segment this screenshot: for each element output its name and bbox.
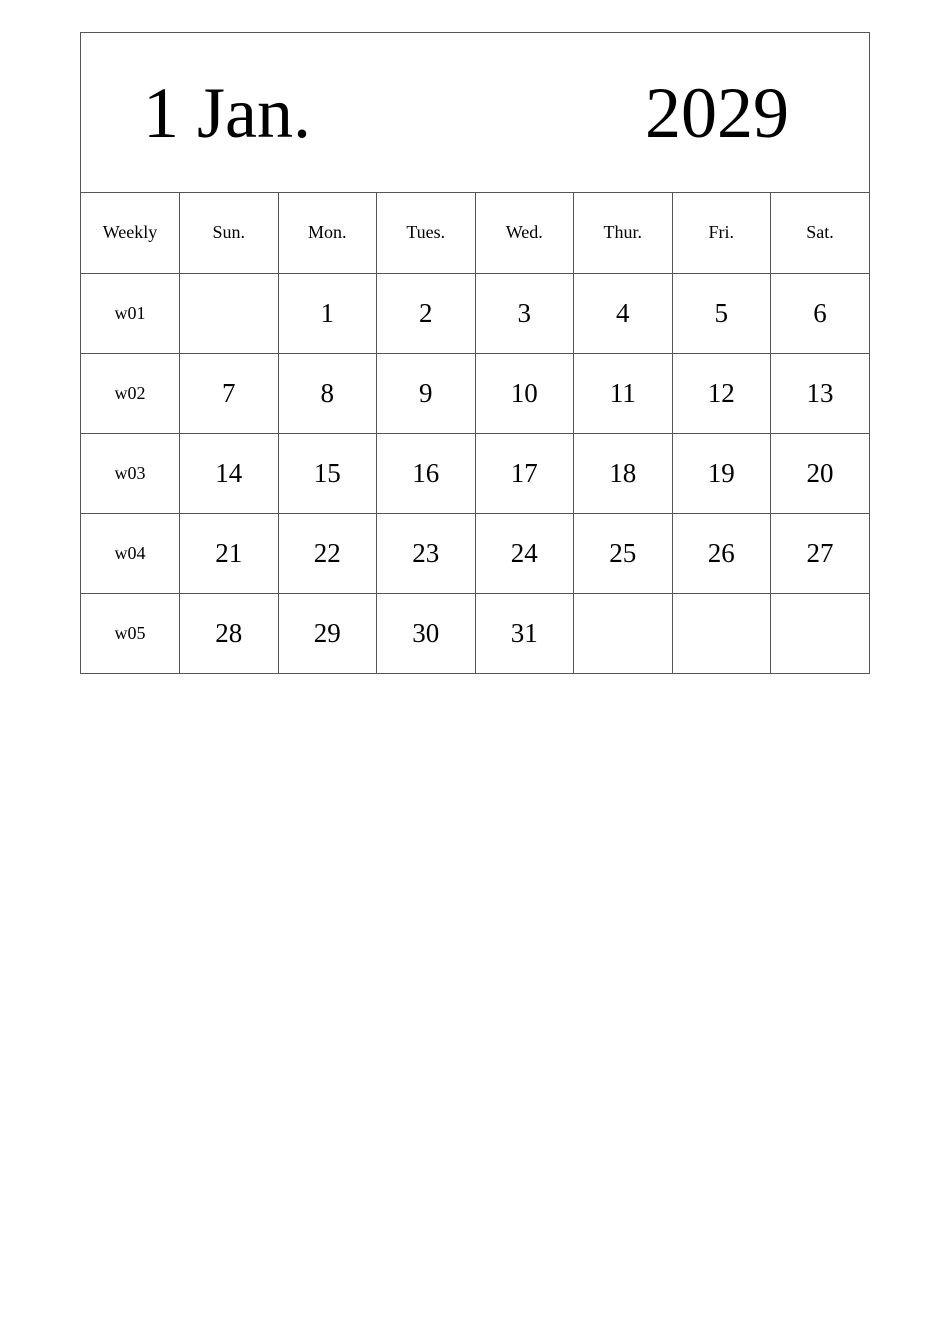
week-row	[81, 433, 869, 513]
day-cell: 17	[475, 433, 574, 513]
day-cell: 13	[771, 353, 870, 433]
day-cell: 18	[574, 433, 673, 513]
day-cell: 27	[771, 513, 870, 593]
day-cell: 3	[475, 273, 574, 353]
week-row	[81, 273, 869, 353]
day-cell: 7	[180, 353, 279, 433]
day-cell: 20	[771, 433, 870, 513]
day-cell: 30	[377, 593, 476, 673]
day-cell: 21	[180, 513, 279, 593]
week-number: w05	[81, 593, 180, 673]
day-cell	[180, 273, 279, 353]
column-header-tue: Tues.	[377, 193, 476, 273]
month-title: 1 Jan.	[143, 73, 311, 153]
day-cell: 5	[672, 273, 771, 353]
calendar-header	[81, 33, 869, 193]
weekday-header-row	[81, 193, 869, 273]
column-header-thu: Thur.	[574, 193, 673, 273]
day-cell: 19	[672, 433, 771, 513]
day-cell: 31	[475, 593, 574, 673]
column-header-fri: Fri.	[672, 193, 771, 273]
day-cell: 15	[278, 433, 377, 513]
day-cell: 25	[574, 513, 673, 593]
day-cell: 14	[180, 433, 279, 513]
column-header-sun: Sun.	[180, 193, 279, 273]
calendar-grid	[81, 193, 869, 673]
week-number: w04	[81, 513, 180, 593]
day-cell: 11	[574, 353, 673, 433]
day-cell: 1	[278, 273, 377, 353]
week-row	[81, 593, 869, 673]
day-cell: 16	[377, 433, 476, 513]
day-cell: 6	[771, 273, 870, 353]
day-cell: 23	[377, 513, 476, 593]
day-cell: 4	[574, 273, 673, 353]
calendar	[80, 32, 870, 674]
week-number: w01	[81, 273, 180, 353]
day-cell: 28	[180, 593, 279, 673]
column-header-mon: Mon.	[278, 193, 377, 273]
day-cell	[574, 593, 673, 673]
day-cell: 12	[672, 353, 771, 433]
column-header-wed: Wed.	[475, 193, 574, 273]
day-cell	[771, 593, 870, 673]
day-cell: 10	[475, 353, 574, 433]
week-number: w02	[81, 353, 180, 433]
day-cell: 29	[278, 593, 377, 673]
day-cell	[672, 593, 771, 673]
year-title: 2029	[645, 73, 789, 153]
day-cell: 24	[475, 513, 574, 593]
day-cell: 9	[377, 353, 476, 433]
day-cell: 2	[377, 273, 476, 353]
day-cell: 22	[278, 513, 377, 593]
day-cell: 26	[672, 513, 771, 593]
column-header-sat: Sat.	[771, 193, 870, 273]
week-row	[81, 353, 869, 433]
day-cell: 8	[278, 353, 377, 433]
week-row	[81, 513, 869, 593]
week-number: w03	[81, 433, 180, 513]
column-header-weekly: Weekly	[81, 193, 180, 273]
